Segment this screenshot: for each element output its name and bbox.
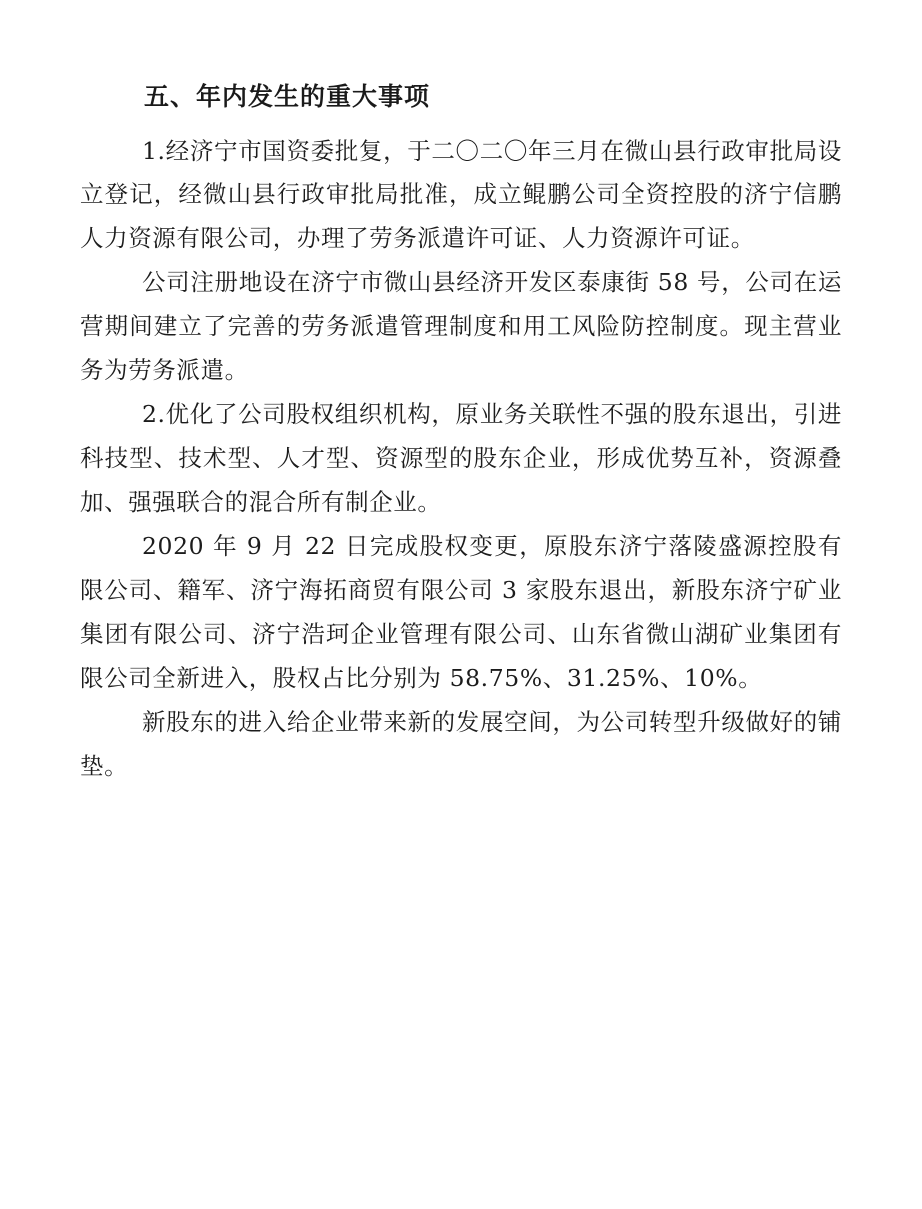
document-body <box>80 78 842 789</box>
paragraph: 2020 年 9 月 22 日完成股权变更，原股东济宁落陵盛源控股有限公司、籍军、济宁海拓商贸有限公司 3 家股东退出，新股东济宁矿业集团有限公司、济宁浩珂企业管理有限公司、山东省微山湖矿业集团有限公司全新进入，股权占比分别为 58.75%、31.25%、10%。 <box>80 531 842 692</box>
paragraph: 新股东的进入给企业带来新的发展空间，为公司转型升级做好的铺垫。 <box>80 707 842 780</box>
paragraph: 2.优化了公司股权组织机构，原业务关联性不强的股东退出，引进科技型、技术型、人才型、资源型的股东企业，形成优势互补，资源叠加、强强联合的混合所有制企业。 <box>80 400 842 516</box>
paragraph: 公司注册地设在济宁市微山县经济开发区泰康街 58 号，公司在运营期间建立了完善的劳务派遣管理制度和用工风险防控制度。现主营业务为劳务派遣。 <box>80 268 842 385</box>
paragraph: 1.经济宁市国资委批复，于二〇二〇年三月在微山县行政审批局设立登记，经微山县行政审批局批准，成立鲲鹏公司全资控股的济宁信鹏人力资源有限公司，办理了劳务派遣许可证、人力资源许可证。 <box>80 136 842 253</box>
section-heading: 五、年内发生的重大事项 <box>144 82 431 111</box>
